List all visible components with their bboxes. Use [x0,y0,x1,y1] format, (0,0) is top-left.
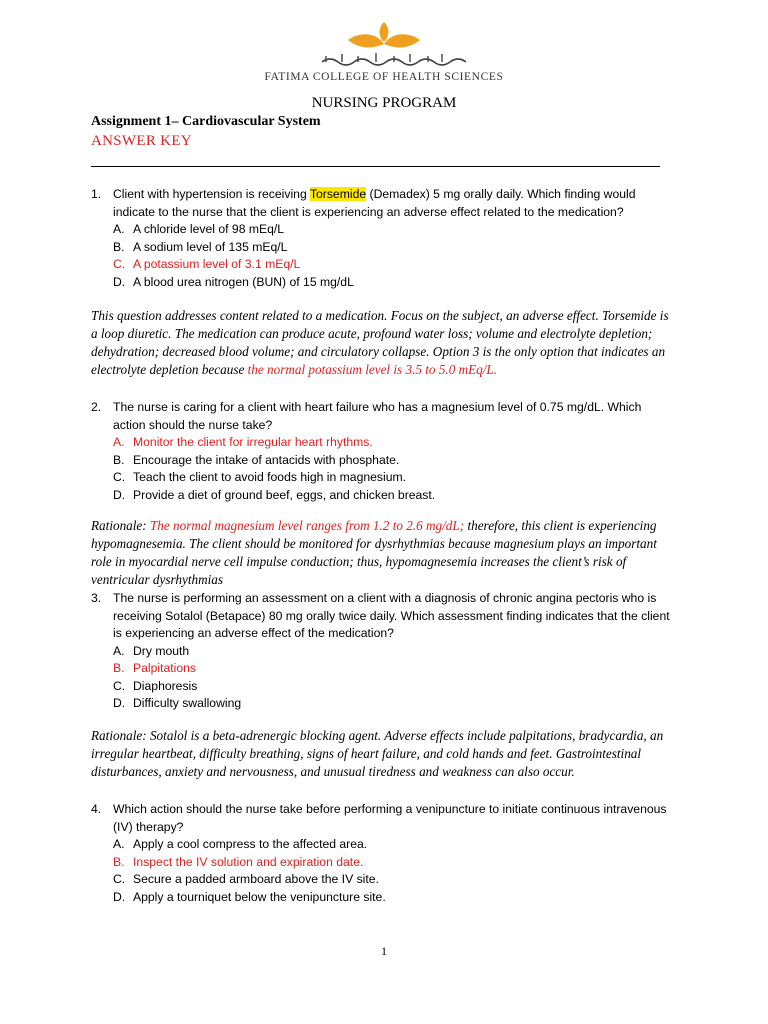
option-text: Palpitations [133,661,197,675]
option-letter: A. [113,435,125,449]
rationale-text: therefore, this client is experiencing hypomagnesemia. The client should be monitored for dysrhythmias because magnesium plays an important role in myocardial nerve cell impulse conduction; thus, hypomagnesemia increases the client’s risk of ventricular dysrhythmias [91,518,657,587]
question-2 [91,399,671,504]
option-text: A chloride level of 98 mEq/L [133,222,285,236]
option-text: Encourage the intake of antacids with phosphate. [133,452,400,467]
option-letter: A. [113,222,125,236]
question-number: 2. [91,400,102,414]
option-letter: A. [113,643,125,658]
answer-option [113,889,671,907]
question-4 [91,801,671,906]
question-stem: Which action should the nurse take before performing a venipuncture to initiate continuous intravenous (IV) therapy? [113,802,667,834]
question-stem: The nurse is caring for a client with heart failure who has a magnesium level of 0.75 mg/dL. Which action should the nurse take? [113,400,642,432]
option-text: A sodium level of 135 mEq/L [133,239,288,254]
option-text: A blood urea nitrogen (BUN) of 15 mg/dL [133,274,354,289]
option-text: Provide a diet of ground beef, eggs, and chicken breast. [133,487,436,502]
answer-option [113,452,671,470]
answer-option [113,836,671,854]
correct-answer-option [113,854,671,872]
answer-option [113,487,671,505]
option-letter: C. [113,257,126,271]
option-letter: B. [113,854,125,869]
option-text: Diaphoresis [133,678,198,693]
option-letter: C. [113,872,126,886]
question-stem [113,186,671,221]
rationale-2 [91,517,676,589]
rationale-highlight: the normal potassium level is 3.5 to 5.0 mEq/L. [247,362,498,377]
highlighted-drug-name: Torsemide [309,187,367,201]
answer-key-label: ANSWER KEY [91,133,192,149]
option-letter: A. [113,837,125,851]
question-3 [91,590,671,713]
correct-answer-option [113,256,671,274]
correct-answer-option [113,660,671,678]
option-letter: D. [113,487,126,502]
program-title: NURSING PROGRAM [311,95,457,111]
question-stem: The nurse is performing an assessment on a client with a diagnosis of chronic angina pectoris who is receiving Sotalol (Betapace) 80 mg orally twice daily. Which assessment finding indicates that the client is experiencing an adverse effect of the medication? [113,591,670,640]
question-number: 4. [91,802,102,816]
answer-option [113,239,671,257]
option-text: Apply a cool compress to the affected area. [133,837,368,851]
college-name: FATIMA COLLEGE OF HEALTH SCIENCES [264,71,504,83]
option-letter: C. [113,678,126,693]
rationale-1 [91,307,676,379]
question-number: 3. [91,591,102,605]
option-text: Teach the client to avoid foods high in magnesium. [133,470,407,484]
option-letter: D. [113,889,126,904]
assignment-title: Assignment 1– Cardiovascular System [91,114,321,129]
rationale-3: Rationale: Sotalol is a beta-adrenergic blocking agent. Adverse effects include palpitations, bradycardia, an irregular heartbeat, difficulty breathing, signs of heart failure, and cold hands and feet. Gastrointestinal disturbances, anxiety and nervousness, and unusual tiredness and weakness can also occur. [91,728,664,779]
option-text: Difficulty swallowing [133,696,242,710]
answer-option [113,469,671,487]
option-letter: D. [113,274,126,289]
stem-text: (Demadex) 5 mg orally daily. Which finding would indicate to the nurse that the client is experiencing an adverse effect related to the medication? [113,187,636,219]
option-text: Secure a padded armboard above the IV site. [133,872,379,886]
option-letter: B. [113,661,125,675]
option-text: A potassium level of 3.1 mEq/L [133,257,301,271]
option-letter: B. [113,239,125,254]
option-text: Inspect the IV solution and expiration date. [133,854,364,869]
answer-option [113,221,671,239]
header-divider [91,166,660,167]
option-letter: B. [113,452,125,467]
page-number: 1 [381,944,387,958]
option-text: Dry mouth [133,643,190,658]
answer-option [113,274,671,292]
option-letter: D. [113,696,126,710]
correct-answer-option [113,434,671,452]
rationale-highlight: The normal magnesium level ranges from 1.2 to 2.6 mg/dL; [149,518,465,533]
rationale-text: This question addresses content related to a medication. Focus on the subject, an adverse effect. Torsemide is a loop diuretic. The medication can produce acute, profound water loss; volume and electrolyte depletion; dehydration; decreased blood volume; and circulatory collapse. Option 3 is the only option that indicates an electrolyte depletion because [91,308,669,377]
option-letter: C. [113,470,126,484]
answer-option [113,695,671,713]
answer-option [113,678,671,696]
answer-option [113,871,671,889]
question-1 [91,186,671,291]
stem-text: Client with hypertension is receiving [113,187,310,201]
answer-option [113,643,671,661]
option-text: Monitor the client for irregular heart rhythms. [133,435,373,449]
rationale-label: Rationale: [91,518,150,533]
option-text: Apply a tourniquet below the venipuncture site. [133,889,386,904]
question-number: 1. [91,187,102,201]
